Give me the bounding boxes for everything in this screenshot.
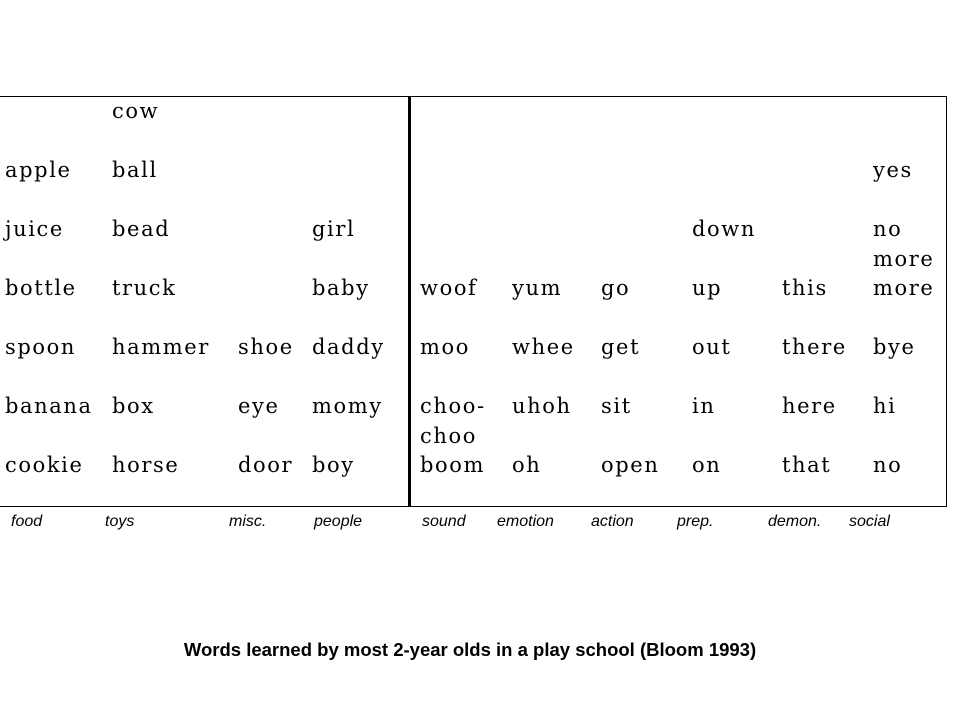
word-prep-2: out (692, 335, 732, 359)
word-people-4: boy (312, 453, 355, 477)
word-people-0: girl (312, 217, 356, 241)
category-label-sound: sound (422, 513, 466, 530)
category-label-food: food (11, 513, 43, 530)
word-toys-5: box (112, 394, 155, 418)
word-sound-4: boom (420, 453, 486, 477)
word-emotion-0: yum (512, 276, 563, 300)
figure-caption: Words learned by most 2-year olds in a play school (Bloom 1993) (183, 639, 757, 660)
word-action-3: open (601, 453, 660, 477)
word-demon-1: there (782, 335, 847, 359)
word-food-5: cookie (5, 453, 84, 477)
word-social-0: yes (873, 158, 913, 182)
word-misc-1: eye (238, 394, 280, 418)
word-emotion-1: whee (512, 335, 575, 359)
word-food-2: bottle (5, 276, 77, 300)
word-demon-3: that (782, 453, 832, 477)
category-label-toys: toys (105, 513, 135, 530)
category-label-demon: demon. (768, 513, 822, 530)
word-sound-1: moo (420, 335, 470, 359)
word-toys-3: truck (112, 276, 177, 300)
word-misc-0: shoe (238, 335, 294, 359)
word-food-1: juice (5, 217, 64, 241)
word-food-0: apple (5, 158, 72, 182)
word-sound-3: choo (420, 424, 477, 448)
word-food-4: banana (5, 394, 93, 418)
word-social-3: more (873, 276, 935, 300)
word-toys-0: cow (112, 99, 160, 123)
word-toys-1: ball (112, 158, 158, 182)
word-social-1: no (873, 217, 903, 241)
word-social-5: hi (873, 394, 897, 418)
word-misc-2: door (238, 453, 294, 477)
word-prep-1: up (692, 276, 723, 300)
word-sound-2: choo- (420, 394, 486, 418)
word-demon-2: here (782, 394, 837, 418)
word-toys-6: horse (112, 453, 180, 477)
word-action-1: get (601, 335, 641, 359)
word-emotion-3: oh (512, 453, 542, 477)
word-people-1: baby (312, 276, 370, 300)
category-label-people: people (314, 513, 363, 530)
category-label-prep: prep. (677, 513, 714, 530)
category-label-social: social (849, 513, 890, 530)
word-food-3: spoon (5, 335, 77, 359)
word-sound-0: woof (420, 276, 478, 300)
category-label-misc: misc. (229, 513, 267, 530)
word-social-4: bye (873, 335, 916, 359)
word-people-2: daddy (312, 335, 385, 359)
word-demon-0: this (782, 276, 828, 300)
word-action-2: sit (601, 394, 632, 418)
word-action-0: go (601, 276, 631, 300)
category-label-emotion: emotion (497, 513, 554, 530)
word-prep-4: on (692, 453, 722, 477)
word-prep-3: in (692, 394, 716, 418)
word-emotion-2: uhoh (512, 394, 572, 418)
word-prep-0: down (692, 217, 756, 241)
word-toys-4: hammer (112, 335, 210, 359)
word-social-6: no (873, 453, 903, 477)
word-toys-2: bead (112, 217, 171, 241)
word-people-3: momy (312, 394, 383, 418)
word-social-2: more (873, 247, 935, 271)
category-label-action: action (591, 513, 634, 530)
